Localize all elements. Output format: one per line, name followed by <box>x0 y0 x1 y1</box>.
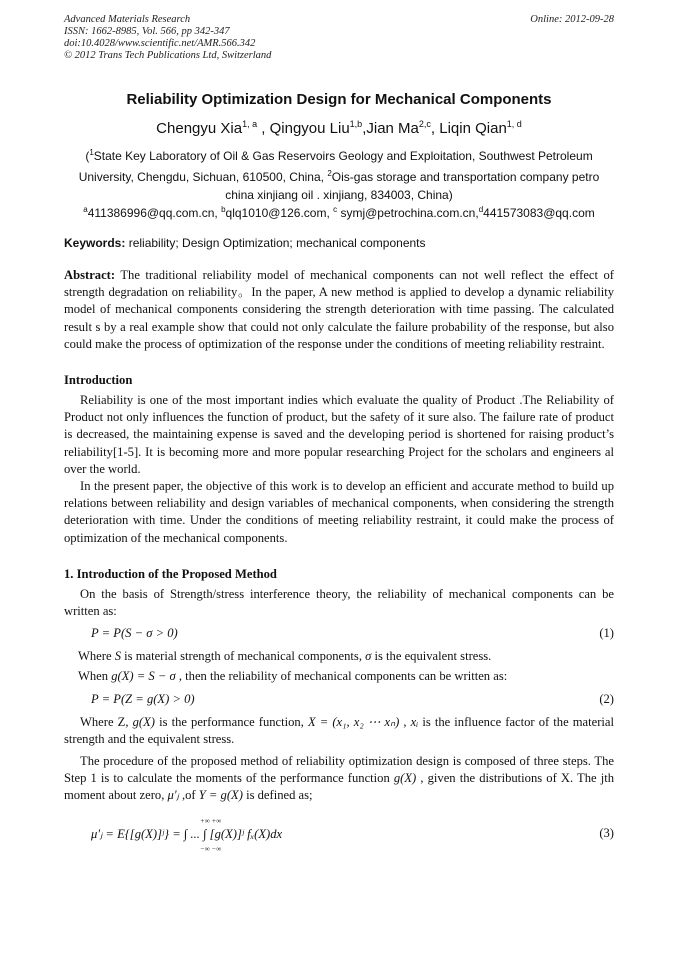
affiliations <box>64 144 614 204</box>
doi: doi:10.4028/www.scientific.net/AMR.566.342 <box>64 38 256 49</box>
procedure-paragraph <box>64 753 614 805</box>
issn: ISSN: 1662-8985, Vol. 566, pp 342-347 <box>64 26 230 37</box>
text: Where Z, <box>80 714 133 729</box>
text: When <box>78 669 112 684</box>
inline-math: g(X) <box>393 771 417 786</box>
symbol-s: S <box>114 649 122 664</box>
affiliation-1: State Key Laboratory of Oil & Gas Reservoirs Geology and Exploitation, Southwest Petroleum University, Chengdu, Sichuan, 610500, China, <box>78 149 593 184</box>
when-line <box>64 668 614 685</box>
equation-1-number: (1) <box>599 626 614 641</box>
paper-page <box>64 14 614 857</box>
inline-math: g(X) <box>132 714 155 729</box>
author-name: Liqin Qian <box>439 120 507 137</box>
text: , then the reliability of mechanical components can be written as: <box>175 669 508 684</box>
equation-2-body: P = P(Z = g(X) > 0) <box>91 691 195 706</box>
equation-3-number: (3) <box>599 825 614 840</box>
affiliation-2: Ois-gas storage and transportation company petro china xinjiang oil . xinjiang, 834003, China) <box>225 170 600 202</box>
text: is the equivalent stress. <box>371 649 492 664</box>
abstract-label: Abstract: <box>64 268 116 282</box>
journal-name: Advanced Materials Research <box>64 14 191 25</box>
text: is material strength of mechanical components, <box>121 649 366 664</box>
text: The procedure of the proposed method of reliability optimization design is composed of three steps. The Step 1 is to calculate the moments of the performance function <box>64 754 614 786</box>
affiliation-mark: 1 <box>89 148 94 157</box>
email-link[interactable]: 411386996@qq.com.cn, <box>87 206 222 220</box>
author-list: Chengyu Xia$^{1, a}$ , Qingyou Liu$^{1,b}$,Jian Ma$^{2,c}$, Liqin Qian$^{1, d}$ <box>156 119 522 137</box>
inline-math: Y = g(X) <box>198 788 243 803</box>
author-affiliation-mark: 1, d <box>506 119 522 129</box>
affiliation-paren: ( <box>85 149 90 163</box>
email-mark: a <box>83 205 88 214</box>
email-mark: d <box>478 205 484 214</box>
text: is the performance function, <box>154 714 308 729</box>
text: Where <box>78 649 115 664</box>
paper-title: Reliability Optimization Design for Mechanical Components <box>126 91 552 108</box>
equation-2-number: (2) <box>599 691 614 706</box>
author-affiliation-mark: 2,c <box>418 119 431 129</box>
text: ,of <box>178 788 199 803</box>
author-affiliation-mark: 1, a <box>242 119 258 129</box>
equation-1 <box>64 625 614 642</box>
inline-math: g(X) = S − σ <box>111 669 176 684</box>
section-heading-method: 1. Introduction of the Proposed Method <box>64 566 277 581</box>
equation-3-body: μ′ⱼ = E{[g(X)]ʲ} = ∫ ... ∫ [g(X)]ʲ fₓ(X)dx <box>91 826 283 841</box>
where-performance-paragraph <box>64 714 614 748</box>
email-mark: b <box>221 205 226 214</box>
integral-lower-limits: −∞ −∞ <box>200 844 222 853</box>
abstract-text: The traditional reliability model of mechanical components can not well reflect the effect of strength degradation on reliability。In the paper, A new method is applied to develop a dynamic reliability model of mechanical components considering the strength deterioration with time passing. The calculated result s by a real example show that could not only calculate the failure probability of the response, but also could make the process of optimization of the response under the conditions of meeting reliability restraint. <box>64 268 614 351</box>
email-link[interactable]: symj@petrochina.com.cn, <box>337 206 479 220</box>
keywords-label: Keywords: <box>64 236 126 250</box>
inline-math: μ′ⱼ <box>167 788 179 803</box>
email-link[interactable]: qlq1010@126.com, <box>225 206 334 220</box>
author-name: Jian Ma <box>366 120 419 137</box>
online-date: Online: 2012-09-28 <box>530 14 614 25</box>
abstract <box>64 267 614 353</box>
symbol-sigma: σ <box>365 649 372 664</box>
equation-3 <box>64 817 614 857</box>
author-name: Chengyu Xia <box>156 120 243 137</box>
equation-1-body: P = P(S − σ > 0) <box>91 626 178 641</box>
text: is the influence factor of the material strength and the equivalent stress. <box>64 714 615 746</box>
section-heading-introduction: Introduction <box>64 373 133 388</box>
copyright: © 2012 Trans Tech Publications Ltd, Switzerland <box>64 50 272 61</box>
text: , given the distributions of X. The jth moment about zero, <box>64 771 614 803</box>
author-name: Qingyou Liu <box>269 120 350 137</box>
equation-2 <box>64 691 614 708</box>
method-paragraph-1: On the basis of Strength/stress interference theory, the reliability of mechanical components can be written as: <box>64 586 614 619</box>
email-mark: c <box>333 205 338 214</box>
where-stress-line <box>64 648 614 665</box>
intro-paragraph-2: In the present paper, the objective of this work is to develop an efficient and accurate method to build up relations between reliability and design variables of mechanical components, when considering the strength deterioration with time. Under the conditions of meeting reliability restraint, it could make the process of optimization of the mechanical components. <box>64 479 614 545</box>
inline-math: xᵢ <box>410 714 419 729</box>
integral-upper-limits: +∞ +∞ <box>200 816 222 825</box>
author-affiliation-mark: 1,b <box>349 119 363 129</box>
text: , <box>399 714 411 729</box>
affiliation-mark: 2 <box>327 169 332 178</box>
keywords-text: reliability; Design Optimization; mechanical components <box>125 236 426 250</box>
author-emails <box>64 205 614 220</box>
keywords <box>64 236 614 250</box>
intro-paragraph-1: Reliability is one of the most important indies which evaluate the quality of Product .The Reliability of Product not only influences the function of product, but the safety of it sure also. The failure rate of product is decreased, the maintaining expense is saved and the developing period is shortened for raising product’s reliability[1-5]. It is becoming more and more popular researching Project for the scholars and engineers al over the world. <box>64 393 614 476</box>
email-link[interactable]: 441573083@qq.com <box>483 206 595 220</box>
text: is defined as; <box>242 788 313 803</box>
journal-header <box>64 14 614 62</box>
inline-math: X = (x₁, x₂ ⋯ xₙ) <box>307 714 400 729</box>
